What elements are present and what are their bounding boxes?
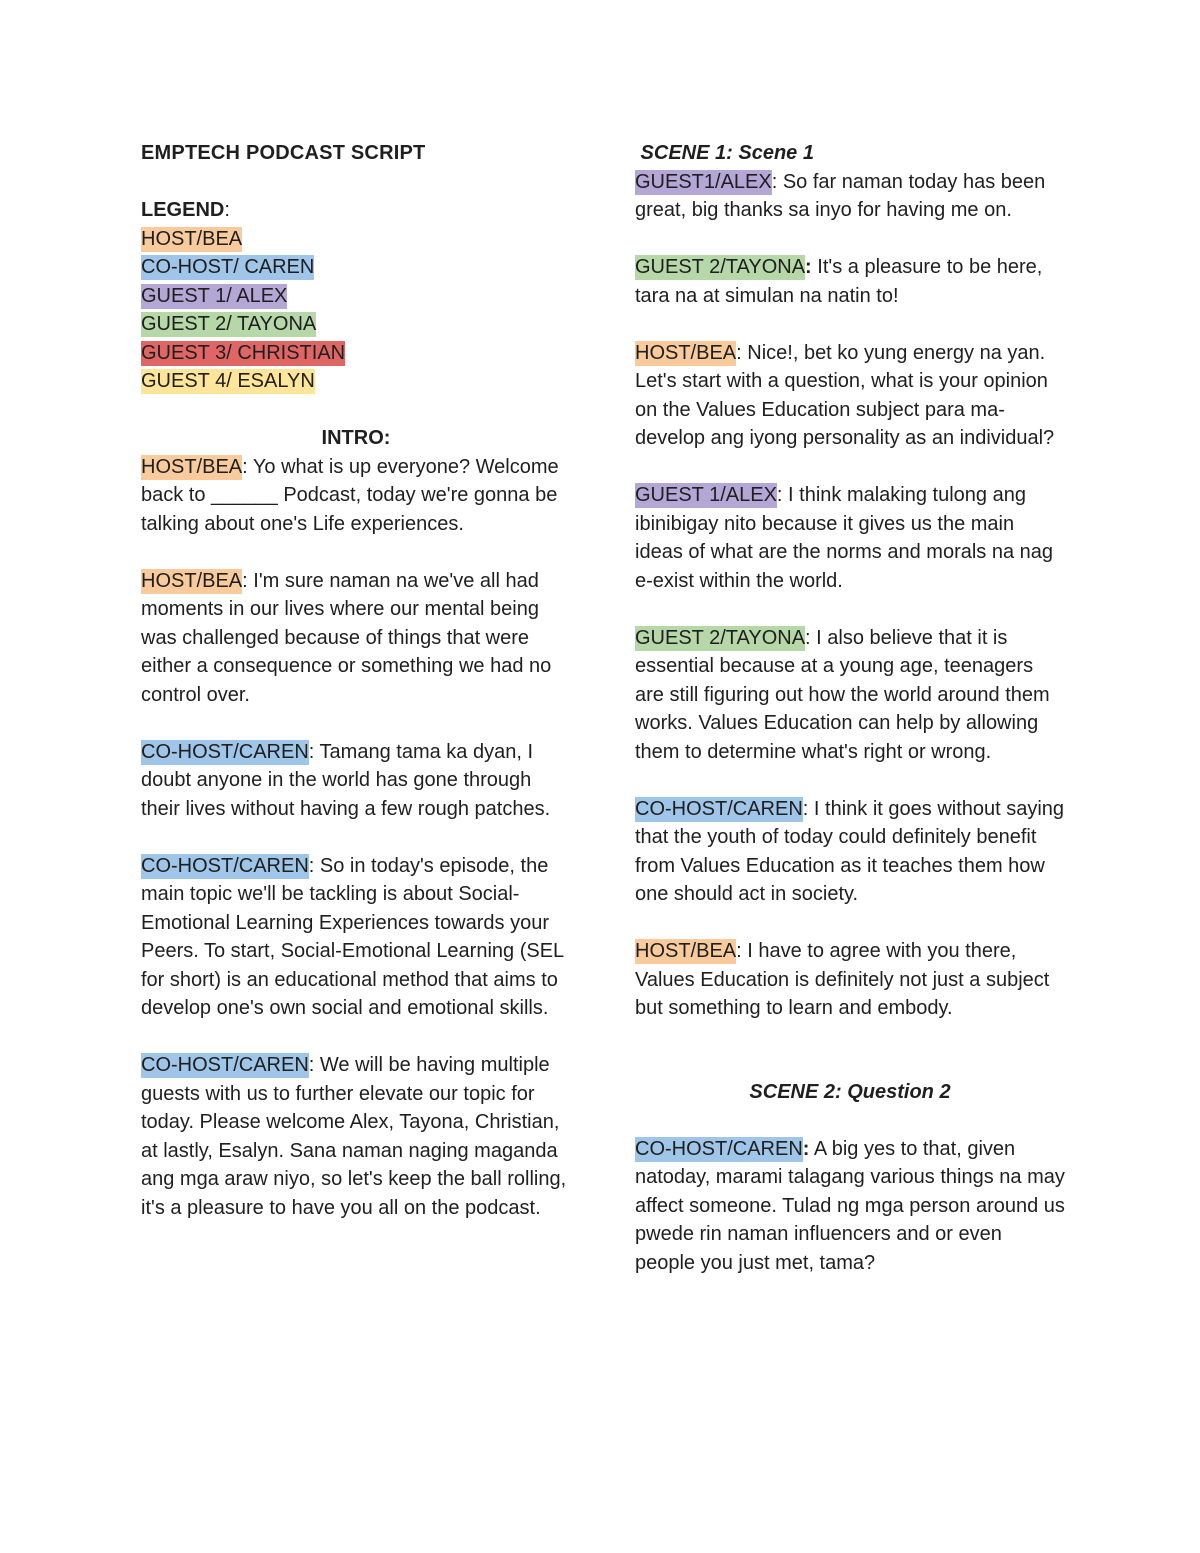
intro-heading: INTRO: bbox=[321, 427, 391, 449]
line-text: I think malaking tulong ang ibinibigay nito because it gives us the main ideas of what are the norms and morals na nag e-exist within the world. bbox=[635, 484, 1054, 592]
speaker-tag: HOST/BEA bbox=[141, 569, 243, 592]
script-line: HOST/BEA: Yo what is up everyone? Welcome back to ______ Podcast, today we're gonna be talking about one's Life experiences. bbox=[141, 455, 559, 535]
speaker-tag: HOST/BEA bbox=[635, 940, 737, 962]
legend-item-cohost: CO-HOST/ CAREN bbox=[141, 256, 315, 278]
line-text: I think it goes without saying that the youth of today could definitely benefit from Values Education as it teaches them how one should act in society. bbox=[635, 797, 1065, 905]
legend-item-host: HOST/BEA bbox=[141, 227, 243, 250]
scene-1-heading: SCENE 1: Scene 1 bbox=[635, 142, 814, 164]
scene-2-heading: SCENE 2: Question 2 bbox=[749, 1080, 951, 1103]
script-line: GUEST 1/ALEX: I think malaking tulong ang ibinibigay nito because it gives us the main ideas of what are the norms and morals na nag e-exist within the world. bbox=[635, 484, 1054, 592]
document-title: EMPTECH PODCAST SCRIPT bbox=[141, 142, 426, 164]
speaker-tag: CO-HOST/CAREN bbox=[141, 1054, 309, 1076]
line-text: I'm sure naman na we've all had moments in our lives where our mental being was challenged because of things that were either a consequence or something we had no control over. bbox=[141, 569, 552, 706]
legend-item-guest-4: GUEST 4/ ESALYN bbox=[141, 370, 315, 392]
line-text: Yo what is up everyone? Welcome back to ______ Podcast, today we're gonna be talking about one's Life experiences. bbox=[141, 455, 559, 535]
line-text: A big yes to that, given natoday, marami talagang various things na may affect someone. Tulad ng mga person around us pwede rin naman influencers and or even people you just met, tama? bbox=[635, 1137, 1065, 1274]
line-text: I also believe that it is essential because at a young age, teenagers are still figuring out how the world around them works. Values Education can help by allowing them to determine what's right or wrong. bbox=[635, 626, 1050, 763]
legend-item-guest-3: GUEST 3/ CHRISTIAN bbox=[141, 341, 346, 364]
script-line: CO-HOST/CAREN: A big yes to that, given natoday, marami talagang various things na may affect someone. Tulad ng mga person around us pwede rin naman influencers and or even people you just met, tama? bbox=[635, 1137, 1065, 1274]
speaker-tag: HOST/BEA bbox=[635, 341, 737, 364]
speaker-tag: CO-HOST/CAREN bbox=[141, 740, 309, 763]
script-line: HOST/BEA: I'm sure naman na we've all had moments in our lives where our mental being was challenged because of things that were either a consequence or something we had no control over. bbox=[141, 569, 552, 706]
speaker-tag: GUEST 2/TAYONA bbox=[635, 256, 806, 278]
speaker-tag: CO-HOST/CAREN bbox=[141, 854, 309, 877]
script-line: CO-HOST/CAREN: We will be having multiple guests with us to further elevate our topic for today. Please welcome Alex, Tayona, Christian, at lastly, Esalyn. Sana naman naging maganda ang mga araw niyo, so let's keep the ball rolling, it's a pleasure to have you all on the podcast. bbox=[141, 1054, 567, 1219]
speaker-tag: GUEST 1/ALEX bbox=[635, 484, 777, 506]
script-line: GUEST 2/TAYONA: It's a pleasure to be here, tara na at simulan na natin to! bbox=[635, 256, 1043, 307]
right-column bbox=[635, 139, 1065, 1277]
legend-item-guest-1: GUEST 1/ ALEX bbox=[141, 284, 288, 307]
line-text: So in today's episode, the main topic we'll be tackling is about Social-Emotional Learning Experiences towards your Peers. To start, Social-Emotional Learning (SEL for short) is an educational method that aims to develop one's own social and emotional skills. bbox=[141, 854, 564, 1019]
line-text: I have to agree with you there, Values Education is definitely not just a subject but something to learn and embody. bbox=[635, 940, 1050, 1019]
speaker-tag: HOST/BEA bbox=[141, 455, 243, 478]
legend-list bbox=[141, 225, 571, 396]
script-line: HOST/BEA: I have to agree with you there, Values Education is definitely not just a subject but something to learn and embody. bbox=[635, 940, 1050, 1019]
speaker-tag: GUEST 2/TAYONA bbox=[635, 626, 806, 649]
script-line: CO-HOST/CAREN: Tamang tama ka dyan, I doubt anyone in the world has gone through their lives without having a few rough patches. bbox=[141, 740, 551, 820]
line-text: So far naman today has been great, big thanks sa inyo for having me on. bbox=[635, 170, 1046, 221]
legend-item-guest-2: GUEST 2/ TAYONA bbox=[141, 313, 317, 335]
line-text: Tamang tama ka dyan, I doubt anyone in the world has gone through their lives without having a few rough patches. bbox=[141, 740, 551, 820]
script-line: GUEST1/ALEX: So far naman today has been great, big thanks sa inyo for having me on. bbox=[635, 170, 1046, 221]
speaker-tag: GUEST1/ALEX bbox=[635, 170, 772, 193]
script-line: HOST/BEA: Nice!, bet ko yung energy na yan. Let's start with a question, what is your opinion on the Values Education subject para ma-develop ang iyong personality as an individual? bbox=[635, 341, 1055, 449]
script-line: CO-HOST/CAREN: So in today's episode, the main topic we'll be tackling is about Social-Emotional Learning Experiences towards your Peers. To start, Social-Emotional Learning (SEL for short) is an educational method that aims to develop one's own social and emotional skills. bbox=[141, 854, 564, 1019]
script-line: CO-HOST/CAREN: I think it goes without saying that the youth of today could definitely benefit from Values Education as it teaches them how one should act in society. bbox=[635, 797, 1065, 905]
line-text: Nice!, bet ko yung energy na yan. Let's start with a question, what is your opinion on the Values Education subject para ma-develop ang iyong personality as an individual? bbox=[635, 341, 1055, 449]
left-column bbox=[141, 139, 571, 1222]
legend-heading: LEGEND: bbox=[141, 199, 230, 221]
script-line: GUEST 2/TAYONA: I also believe that it is essential because at a young age, teenagers are still figuring out how the world around them works. Values Education can help by allowing them to determine what's right or wrong. bbox=[635, 626, 1050, 763]
speaker-tag: CO-HOST/CAREN bbox=[635, 1137, 803, 1160]
line-text: We will be having multiple guests with us to further elevate our topic for today. Please welcome Alex, Tayona, Christian, at lastly, Esalyn. Sana naman naging maganda ang mga araw niyo, so let's keep the ball rolling, it's a pleasure to have you all on the podcast. bbox=[141, 1054, 567, 1219]
speaker-tag: CO-HOST/CAREN bbox=[635, 797, 803, 820]
line-text: It's a pleasure to be here, tara na at simulan na natin to! bbox=[635, 256, 1043, 307]
